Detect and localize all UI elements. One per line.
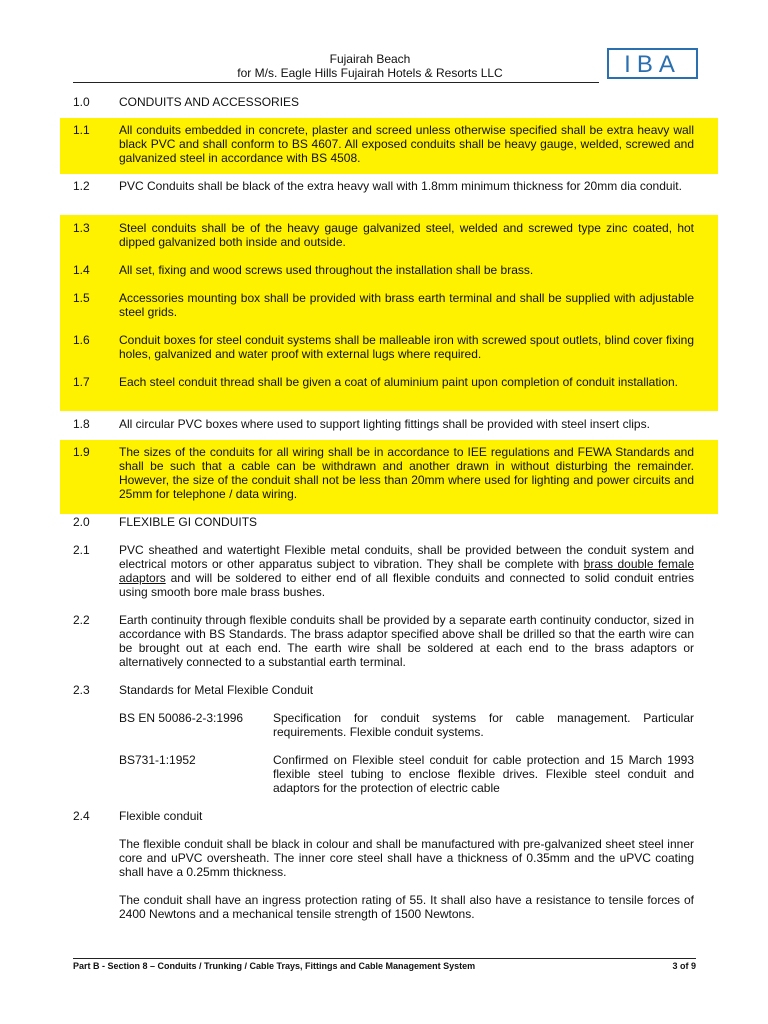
section-number: 1.6 <box>73 333 90 347</box>
section-text: Each steel conduit thread shall be given a coat of aluminium paint upon completion of conduit installation. <box>119 375 679 389</box>
section-text: Accessories mounting box shall be provided with brass earth terminal and shall be supplied with adjustable steel grids. <box>119 291 694 319</box>
section-number: 2.4 <box>73 809 90 823</box>
section-number: 1.7 <box>73 375 90 389</box>
section-text: Standards for Metal Flexible Conduit <box>119 683 314 697</box>
section-number: 1.4 <box>73 263 90 277</box>
iba-logo <box>607 48 698 79</box>
section-text: All conduits embedded in concrete, plaster and screed unless otherwise specified shall be extra heavy wall black PVC and shall conform to BS 4607. All exposed conduits shall be heavy gauge, welded, screwed and galvanized steel in accordance with BS 4508. <box>119 123 694 165</box>
section-text: PVC sheathed and watertight Flexible metal conduits, shall be provided between the conduit system and electrical motors or other apparatus subject to vibration. They shall be complete with brass double female adaptors and will be soldered to either end of all flexible conduits and connected to solid conduit entries using smooth bore male brass bushes. <box>119 543 694 599</box>
section-text: PVC Conduits shall be black of the extra heavy wall with 1.8mm minimum thickness for 20mm dia conduit. <box>119 179 682 193</box>
header-rule <box>73 82 599 83</box>
section-number: 1.9 <box>73 445 90 459</box>
header-client: for M/s. Eagle Hills Fujairah Hotels & Resorts LLC <box>237 66 503 80</box>
section-text: Conduit boxes for steel conduit systems shall be malleable iron with screwed spout outlets, blind cover fixing holes, galvanized and water proof with external lugs where required. <box>119 333 694 361</box>
section-number: 1.5 <box>73 291 90 305</box>
section-number: 2.3 <box>73 683 90 697</box>
section-text: Earth continuity through flexible conduits shall be provided by a separate earth continuity conductor, sized in accordance with BS Standards. The brass adaptor specified above shall be drilled so that the earth wire can be brought out at each end. The earth wire shall be soldered at each end to the brass adaptors or alternatively connected to a substantial earth terminal. <box>119 613 694 669</box>
section-number: 1.1 <box>73 123 90 137</box>
footer-section-title: Part B - Section 8 – Conduits / Trunking / Cable Trays, Fittings and Cable Management System <box>73 961 476 971</box>
iba-logo-mark <box>609 50 696 77</box>
header-title: Fujairah Beach <box>329 52 411 66</box>
standard-code: BS EN 50086-2-3:1996 <box>119 711 244 725</box>
section-text: Steel conduits shall be of the heavy gauge galvanized steel, welded and screwed type zinc coated, hot dipped galvanized both inside and outside. <box>119 221 694 249</box>
section-text: All circular PVC boxes where used to support lighting fittings shall be provided with steel insert clips. <box>119 417 650 431</box>
page-number: 3 of 9 <box>672 961 696 971</box>
section-number: 2.1 <box>73 543 90 557</box>
underlined-term: brass double female adaptors <box>119 556 694 585</box>
section-number: 1.0 <box>73 95 90 109</box>
section-heading: FLEXIBLE GI CONDUITS <box>119 515 258 529</box>
paragraph-text: The flexible conduit shall be black in colour and shall be manufactured with pre-galvanized sheet steel inner core and uPVC oversheath. The inner core steel shall have a thickness of 0.35mm and the uPVC coating shall have a 0.25mm thickness. <box>119 837 694 879</box>
section-number: 2.2 <box>73 613 90 627</box>
section-number: 1.2 <box>73 179 90 193</box>
logo-text: IBA <box>624 51 681 77</box>
footer-rule <box>73 958 696 959</box>
section-number: 1.8 <box>73 417 90 431</box>
section-text: Flexible conduit <box>119 809 203 823</box>
section-text: All set, fixing and wood screws used throughout the installation shall be brass. <box>119 263 534 277</box>
section-heading: CONDUITS AND ACCESSORIES <box>119 95 300 109</box>
standard-description: Confirmed on Flexible steel conduit for cable protection and 15 March 1993 flexible steel tubing to enclose flexible drives. Flexible steel conduit and adaptors for the protection of electric cable <box>273 753 694 795</box>
section-text: The sizes of the conduits for all wiring shall be in accordance to IEE regulations and FEWA Standards and shall be such that a cable can be withdrawn and another drawn in without disturbing the remainder. However, the size of the conduit shall not be less than 20mm where used for lighting and power circuits and 25mm for telephone / data wiring. <box>119 445 694 501</box>
paragraph-text: The conduit shall have an ingress protection rating of 55. It shall also have a resistance to tensile forces of 2400 Newtons and a mechanical tensile strength of 1500 Newtons. <box>119 893 694 921</box>
standard-description: Specification for conduit systems for cable management. Particular requirements. Flexible conduit systems. <box>273 711 694 739</box>
section-number: 1.3 <box>73 221 90 235</box>
standard-code: BS731-1:1952 <box>119 753 196 767</box>
section-number: 2.0 <box>73 515 90 529</box>
